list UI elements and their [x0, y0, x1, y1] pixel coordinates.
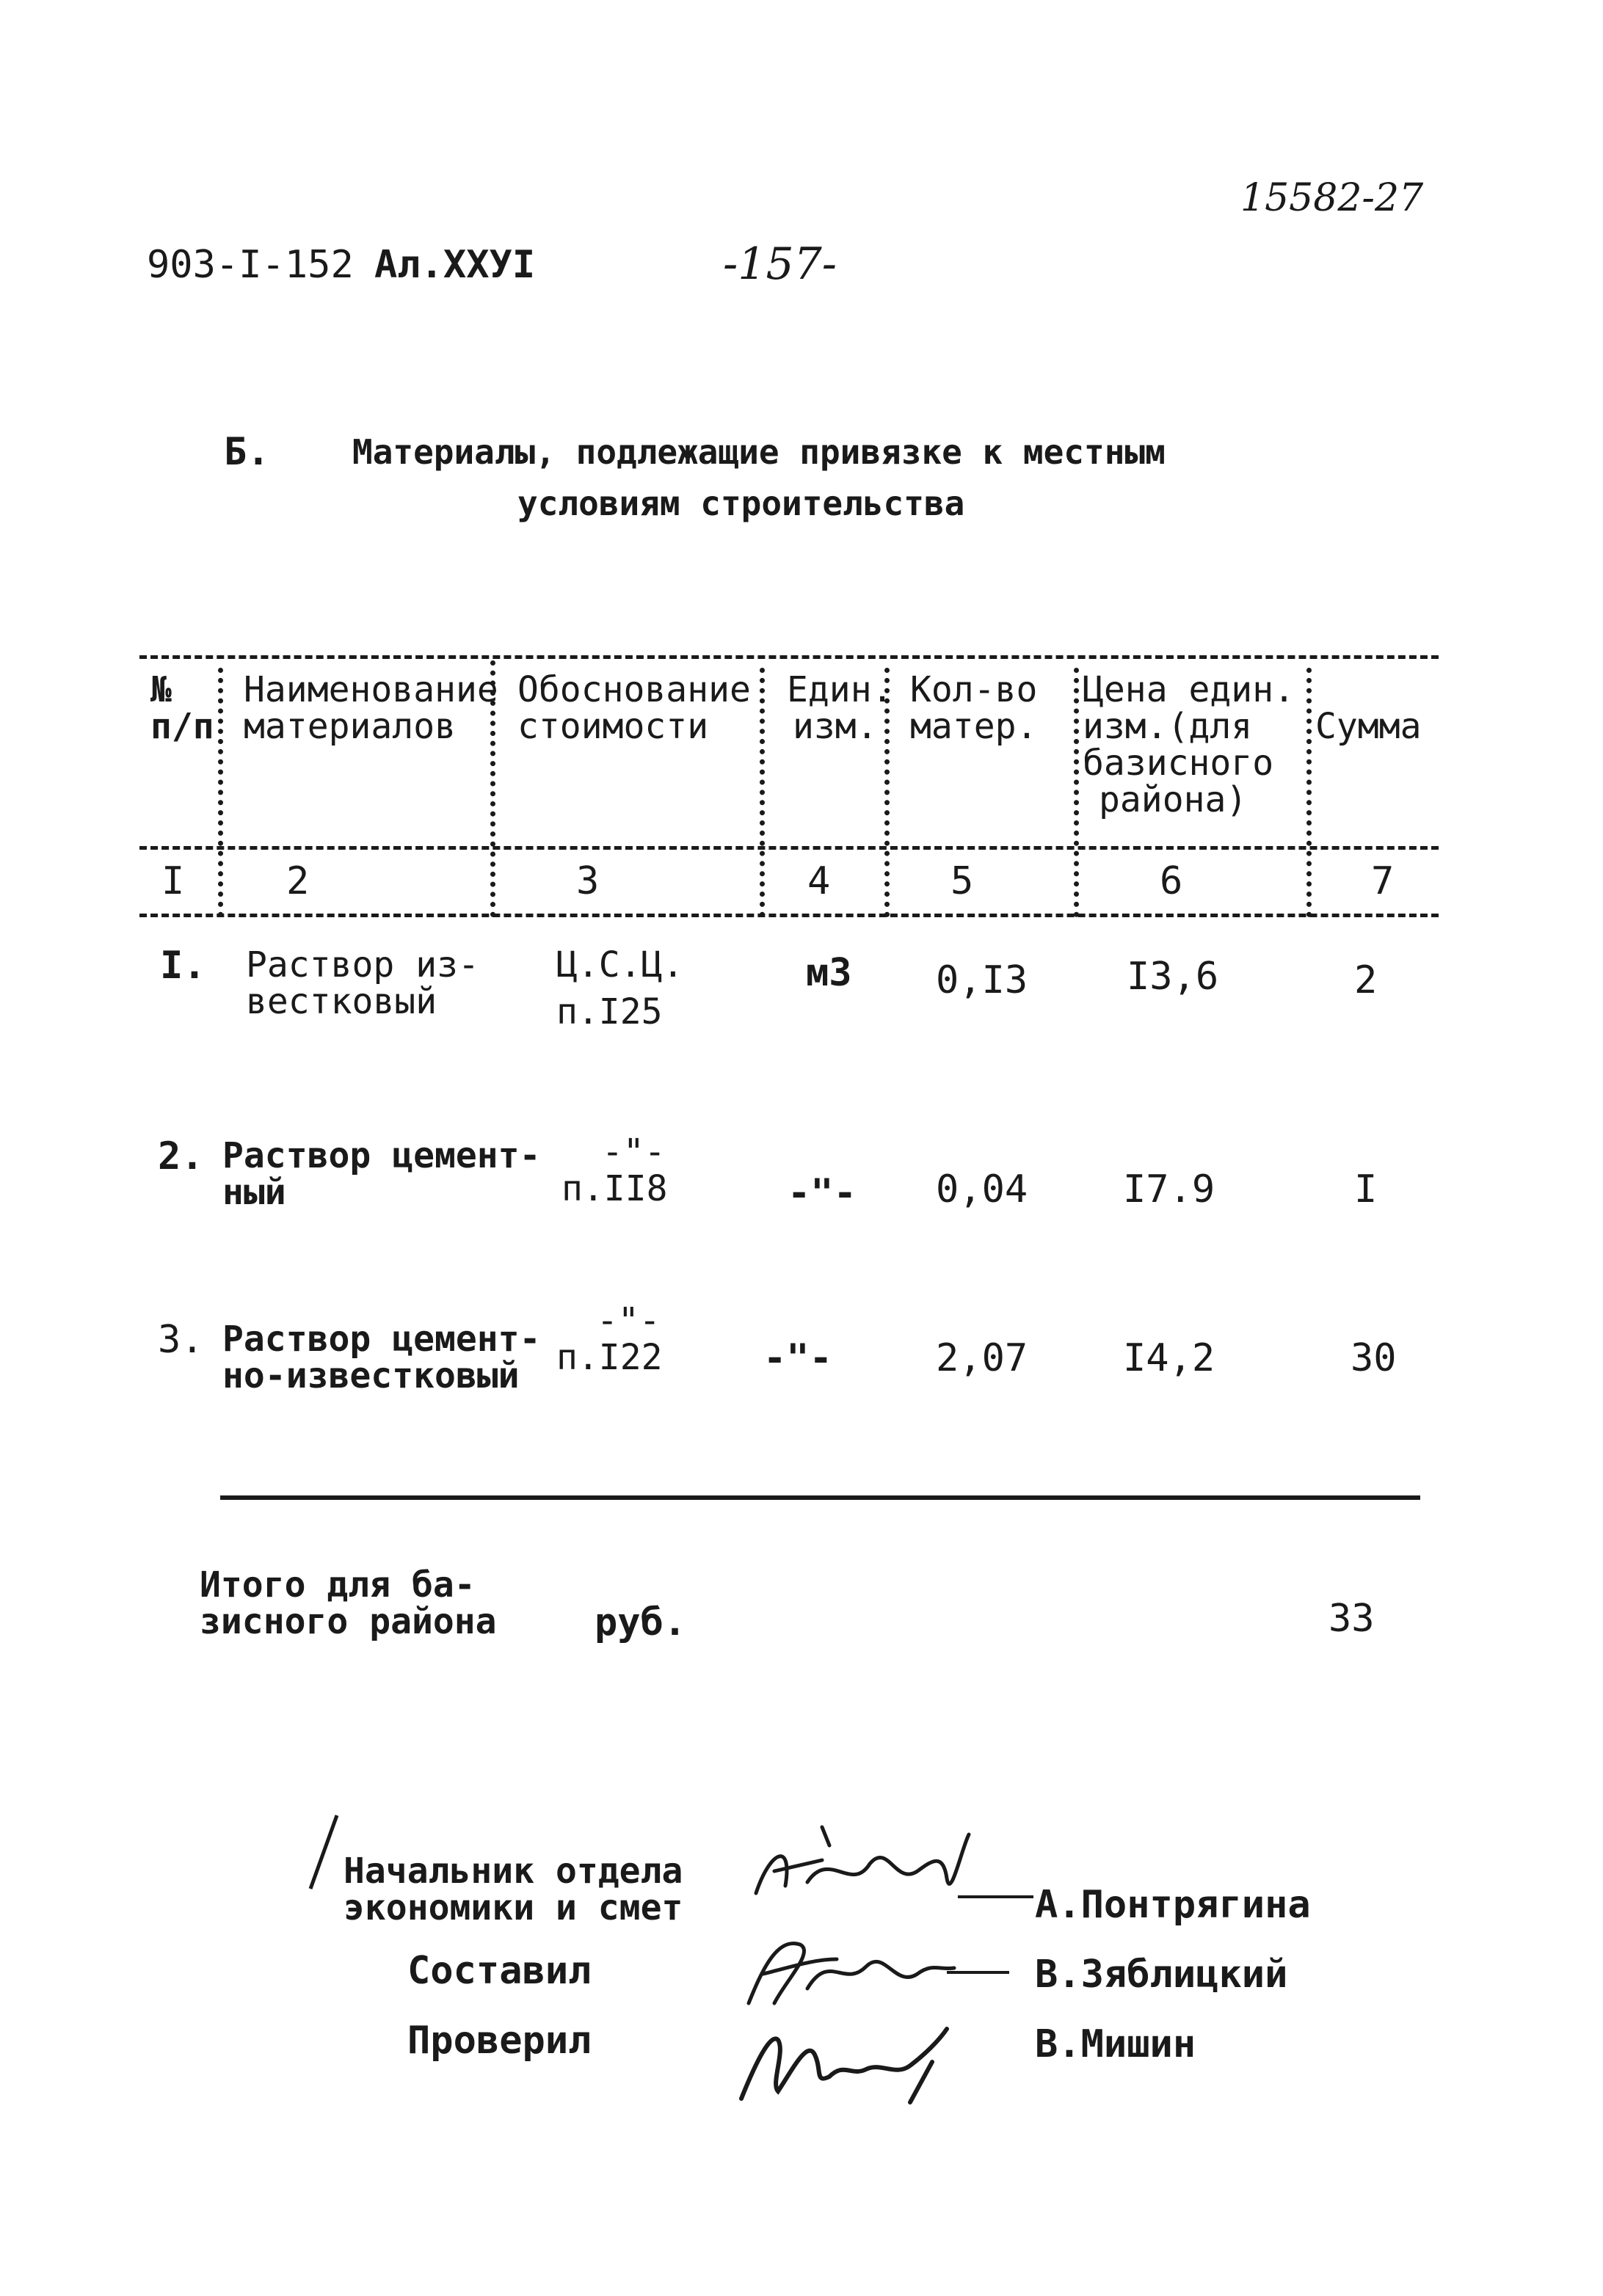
- row3-unit: -"-: [763, 1336, 832, 1380]
- col-number-7: 7: [1371, 859, 1395, 903]
- row2-qty: 0,04: [936, 1167, 1028, 1211]
- numbers-bottom-rule: [139, 914, 1439, 917]
- total-label: Итого для ба- зисного района: [200, 1564, 497, 1642]
- col-number-6: 6: [1160, 859, 1183, 903]
- row2-name: Раствор цемент- ный: [222, 1135, 541, 1213]
- table-top-rule: [139, 655, 1439, 659]
- col5-header: Кол-во матер.: [910, 669, 1038, 747]
- section-title-line1: Материалы, подлежащие привязке к местным: [352, 432, 1166, 472]
- page-number: -157-: [723, 238, 837, 290]
- col7-header: Сумма: [1315, 706, 1422, 747]
- col-number-2: 2: [286, 859, 310, 903]
- header-bottom-rule: [139, 846, 1439, 850]
- row1-basis: Ц.С.Ц. п.I25: [556, 944, 684, 1032]
- col-number-3: 3: [576, 859, 600, 903]
- row3-price: I4,2: [1123, 1336, 1215, 1380]
- row3-name: Раствор цемент- но-известковый: [222, 1319, 541, 1396]
- row2-number: 2.: [158, 1134, 204, 1178]
- row2-sum: I: [1354, 1167, 1378, 1211]
- row2-price: I7.9: [1123, 1167, 1215, 1211]
- row3-sum: 30: [1351, 1336, 1397, 1380]
- row3-qty: 2,07: [936, 1336, 1028, 1380]
- signer3-name: В.Мишин: [1035, 2022, 1196, 2066]
- section-title-line2: условиям строительства: [517, 484, 965, 523]
- col-number-5: 5: [950, 859, 974, 903]
- col4-header: Един. изм.: [787, 669, 893, 747]
- row2-basis: -"- п.II8: [561, 1131, 668, 1209]
- signer2-role: Составил: [407, 1949, 592, 1993]
- row3-number: 3.: [158, 1318, 204, 1362]
- col3-header: Обоснование стоимости: [517, 669, 751, 747]
- row1-qty: 0,I3: [936, 958, 1028, 1002]
- row3-basis: -"- п.I22: [556, 1300, 663, 1378]
- total-rule: [220, 1495, 1420, 1500]
- col-number-4: 4: [807, 859, 831, 903]
- signer1-role: Начальник отдела экономики и смет: [344, 1851, 683, 1928]
- row1-name: Раствор из- вестковый: [246, 944, 479, 1022]
- row1-price: I3,6: [1127, 955, 1219, 999]
- col6-header: Цена един. изм.(для базисного района): [1083, 669, 1295, 820]
- signer3-role: Проверил: [407, 2019, 592, 2063]
- col-separator: [760, 668, 765, 917]
- total-value: 33: [1328, 1597, 1375, 1641]
- row1-unit: м3: [806, 951, 852, 995]
- row1-sum: 2: [1354, 958, 1378, 1002]
- col1-header: № п/п: [150, 669, 214, 747]
- slash-mark: [305, 1812, 341, 1893]
- col-separator: [218, 668, 223, 917]
- col-separator: [1306, 668, 1312, 917]
- col2-header: Наименование материалов: [244, 669, 498, 747]
- col-separator: [1074, 668, 1079, 917]
- signer1-name: А.Понтрягина: [1035, 1883, 1311, 1927]
- signature-2: [734, 1923, 1013, 2018]
- document-number: 15582-27: [1240, 176, 1424, 220]
- total-unit: руб.: [595, 1600, 687, 1644]
- signature-3: [727, 2011, 976, 2113]
- document-code: 903-I-152: [147, 243, 354, 287]
- section-letter: Б.: [224, 430, 270, 474]
- album-number: Ал.XXУI: [374, 243, 536, 287]
- signer2-name: В.Зяблицкий: [1035, 1953, 1288, 1997]
- col-number-1: I: [161, 859, 185, 903]
- row2-unit: -"-: [788, 1171, 857, 1215]
- signature-1: [741, 1820, 1035, 1923]
- row1-number: I.: [160, 944, 206, 988]
